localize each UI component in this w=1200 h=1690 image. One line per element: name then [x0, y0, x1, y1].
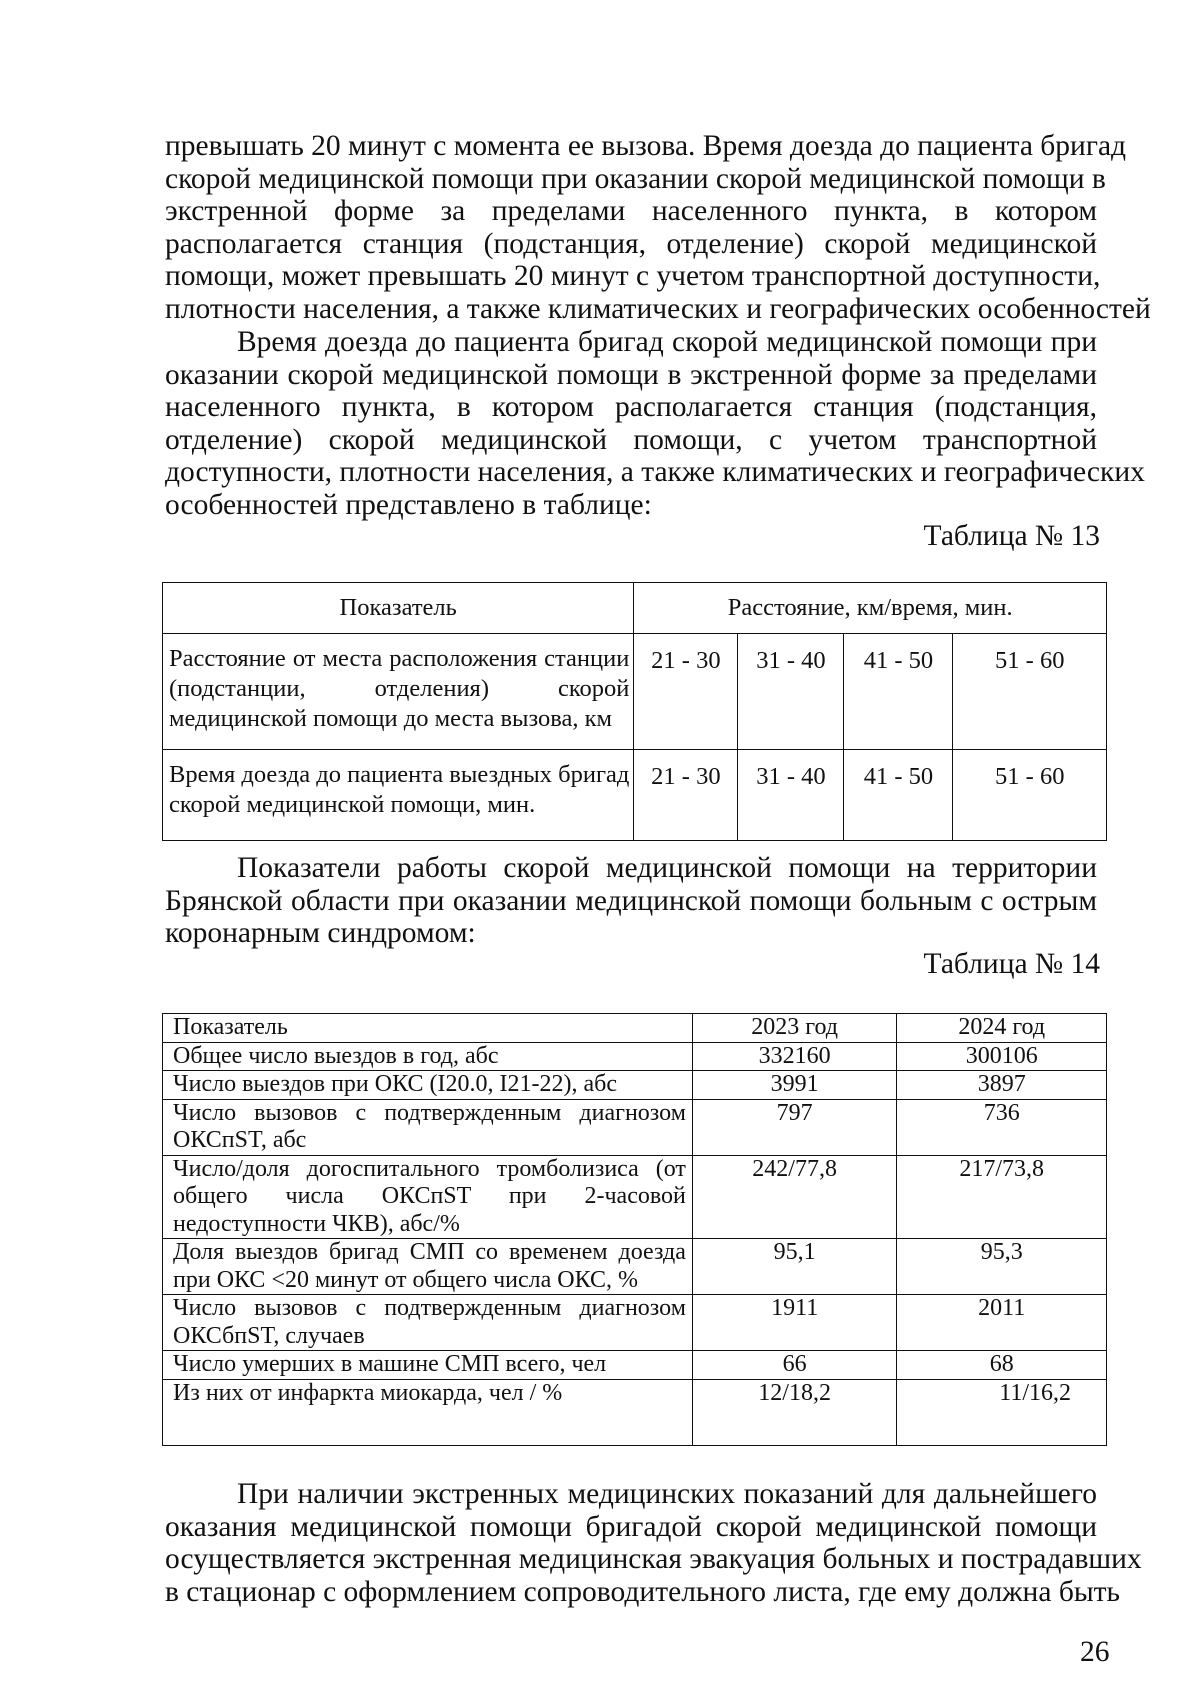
table-header-row	[163, 1014, 1107, 1043]
paragraph-line: экстренной форме за пределами населенного пункта, в котором	[165, 195, 1097, 228]
row-label	[163, 1099, 693, 1155]
table-cell: 41 - 50	[844, 634, 953, 750]
row-label	[163, 1351, 693, 1380]
paragraph-2	[165, 326, 1145, 522]
table-cell: 3897	[897, 1071, 1107, 1100]
paragraph-line: плотности населения, а также климатических и географических особенностей	[165, 292, 1151, 325]
paragraph-line: отделение) скорой медицинской помощи, с учетом транспортной	[165, 423, 1097, 456]
row-label	[163, 1239, 693, 1295]
label-line: медицинской помощи до места вызова, км	[169, 705, 613, 732]
table-cell: 797	[692, 1099, 897, 1155]
table-cell: 95,3	[897, 1239, 1107, 1295]
page-number: 26	[1080, 1636, 1110, 1668]
table-row	[163, 1071, 1107, 1100]
label-line: ОКСпST, абс	[173, 1127, 307, 1153]
label-line: Общее число выездов в год, абс	[173, 1042, 499, 1069]
paragraph-line: коронарным синдромом:	[165, 917, 476, 950]
label-line: Число вызовов с подтвержденным диагнозом	[173, 1099, 686, 1126]
table-cell: 21 - 30	[634, 750, 738, 841]
paragraph-3	[165, 852, 1097, 950]
table-row	[163, 1099, 1107, 1155]
table-cell: 332160	[692, 1042, 897, 1071]
label-line: (подстанции, отделения) скорой	[169, 675, 630, 702]
paragraph-1	[165, 130, 1151, 326]
header-indicator: Показатель	[163, 583, 634, 634]
label-line: Число выездов при ОКС (I20.0, I21-22), абс	[173, 1071, 617, 1097]
table-cell: 1911	[692, 1295, 897, 1351]
table-cell: 51 - 60	[953, 750, 1107, 841]
paragraph-line: располагается станция (подстанция, отделение) скорой медицинской	[165, 227, 1097, 260]
table-cell: 51 - 60	[953, 634, 1107, 750]
row-label	[163, 1071, 693, 1100]
paragraph-line: Брянской области при оказании медицинской помощи больным с острым	[165, 884, 1097, 917]
table-cell: 3991	[692, 1071, 897, 1100]
table-cell: 2011	[897, 1295, 1107, 1351]
row-label	[163, 750, 634, 841]
paragraph-line: оказании скорой медицинской помощи в экстренной форме за пределами	[165, 358, 1097, 391]
label-line: Из них от инфаркта миокарда, чел / %	[173, 1379, 563, 1406]
header-cell: Показатель	[163, 1014, 693, 1043]
paragraph-4	[165, 1478, 1142, 1608]
paragraph-line: превышать 20 минут с момента ее вызова. Время доезда до пациента бригад	[165, 130, 1127, 162]
table-cell: 300106	[897, 1042, 1107, 1071]
table-row	[163, 634, 1107, 750]
paragraph-line: скорой медицинской помощи при оказании скорой медицинской помощи в	[165, 162, 1106, 195]
label-line: Доля выездов бригад СМП со временем доезда	[173, 1239, 686, 1265]
row-label	[163, 634, 634, 750]
label-line: Расстояние от места расположения станции	[169, 645, 630, 672]
table-header-row	[163, 583, 1107, 634]
label-line: при ОКС <20 минут от общего числа ОКС, %	[173, 1266, 639, 1293]
header-distance: Расстояние, км/время, мин.	[634, 583, 1107, 634]
table-row	[163, 1042, 1107, 1071]
row-label	[163, 1155, 693, 1239]
paragraph-line: осуществляется экстренная медицинская эвакуация больных и пострадавших	[165, 1543, 1142, 1576]
table-cell: 95,1	[692, 1239, 897, 1295]
paragraph-line: населенного пункта, в котором располагается станция (подстанция,	[165, 391, 1097, 424]
table-cell: 21 - 30	[634, 634, 738, 750]
table-row	[163, 1239, 1107, 1295]
paragraph-line: помощи, может превышать 20 минут с учетом транспортной доступности,	[165, 260, 1101, 293]
table-cell: 217/73,8	[897, 1155, 1107, 1239]
table-cell: 242/77,8	[692, 1155, 897, 1239]
label-line: недоступности ЧКВ), абс/%	[173, 1210, 460, 1237]
table-cell: 31 - 40	[738, 750, 844, 841]
row-label	[163, 1379, 693, 1445]
table-cell: 66	[692, 1351, 897, 1380]
row-label	[163, 1042, 693, 1071]
paragraph-line: доступности, плотности населения, а также климатических и географических	[165, 456, 1145, 489]
paragraph-line: Показатели работы скорой медицинской помощи на территории	[237, 852, 1097, 884]
paragraph-line: в стационар с оформлением сопроводительного листа, где ему должна быть	[165, 1575, 1120, 1608]
table-13-caption: Таблица № 13	[923, 520, 1100, 552]
table-14	[162, 1013, 1107, 1446]
table-cell: 736	[897, 1099, 1107, 1155]
table-cell: 31 - 40	[738, 634, 844, 750]
table-cell: 68	[897, 1351, 1107, 1380]
table-row	[163, 1379, 1107, 1445]
label-line: ОКСбпST, случаев	[173, 1322, 365, 1349]
label-line: Число/доля догоспитального тромболизиса (от	[173, 1155, 686, 1182]
row-label	[163, 1295, 693, 1351]
table-cell: 41 - 50	[844, 750, 953, 841]
header-cell: 2024 год	[897, 1014, 1107, 1043]
table-13	[162, 582, 1107, 841]
label-line: общего числа ОКСпST при 2-часовой	[173, 1183, 686, 1209]
label-line: Время доезда до пациента выездных бригад	[169, 761, 630, 788]
table-cell: 12/18,2	[692, 1379, 897, 1445]
paragraph-line: оказания медицинской помощи бригадой скорой медицинской помощи	[165, 1510, 1097, 1543]
label-line: Число умерших в машине СМП всего, чел	[173, 1351, 607, 1377]
table-row	[163, 750, 1107, 841]
table-14-caption: Таблица № 14	[923, 948, 1100, 980]
paragraph-line: особенностей представлено в таблице:	[165, 488, 652, 521]
table-row	[163, 1155, 1107, 1239]
table-row	[163, 1351, 1107, 1380]
paragraph-line: При наличии экстренных медицинских показаний для дальнейшего	[237, 1478, 1097, 1510]
label-line: скорой медицинской помощи, мин.	[169, 791, 536, 818]
table-row	[163, 1295, 1107, 1351]
table-cell: 11/16,2	[897, 1379, 1107, 1445]
header-cell: 2023 год	[692, 1014, 897, 1043]
label-line: Число вызовов с подтвержденным диагнозом	[173, 1295, 686, 1321]
paragraph-line: Время доезда до пациента бригад скорой медицинской помощи при	[237, 326, 1097, 358]
